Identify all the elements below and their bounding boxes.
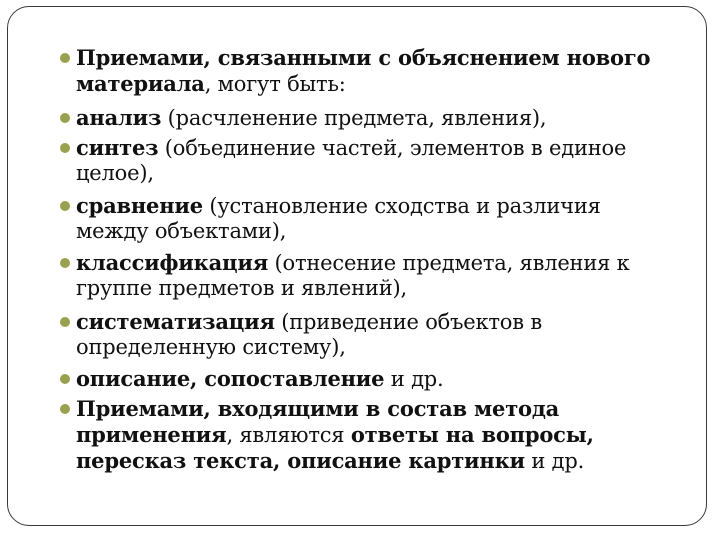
list-item [76, 366, 656, 392]
text-run: группе предметов и явлений), [76, 276, 407, 300]
text-line [76, 105, 656, 131]
text-line [76, 135, 656, 161]
text-run: и др. [384, 367, 444, 391]
list-item-text [76, 135, 656, 186]
bold-text-run: систематизация [76, 309, 275, 334]
text-run: определенную систему), [76, 335, 346, 359]
text-line [76, 335, 656, 360]
list-item-text [76, 105, 656, 131]
list-item [76, 250, 656, 301]
bold-text-run: анализ [76, 105, 162, 130]
text-run: (расчленение предмета, явления), [161, 106, 547, 130]
bullet-dot-icon [60, 113, 70, 123]
text-line [76, 250, 656, 276]
bold-text-run: синтез [76, 135, 159, 160]
text-line [76, 276, 656, 301]
text-run: и др. [524, 449, 585, 473]
text-run: целое), [76, 161, 154, 185]
bold-text-run: описание, сопоставление [76, 366, 385, 391]
bold-text-run: классификация [76, 250, 269, 275]
list-item-text [76, 250, 656, 301]
text-run: , являются [226, 423, 351, 447]
bullet-dot-icon [60, 258, 70, 268]
list-item-text [76, 309, 656, 360]
bold-text-run: Приемами, связанными с объяснением нового [76, 45, 651, 70]
bullet-dot-icon [60, 201, 70, 211]
list-item [76, 135, 656, 186]
list-item [76, 45, 656, 97]
bold-text-run: Приемами, входящими в состав метода [76, 396, 560, 421]
bold-text-run: ответы на вопросы, [350, 422, 594, 447]
list-item [76, 309, 656, 360]
list-item [76, 105, 656, 131]
text-run: (приведение объектов в [274, 310, 542, 334]
bold-text-run: материала [76, 71, 205, 96]
bullet-dot-icon [60, 317, 70, 327]
text-line [76, 422, 656, 448]
text-line [76, 71, 656, 97]
list-item-text [76, 193, 656, 244]
text-line [76, 448, 656, 474]
bold-text-run: применения [76, 422, 227, 447]
text-line [76, 219, 656, 244]
bold-text-run: пересказ текста, описание картинки [76, 448, 525, 473]
bullet-dot-icon [60, 143, 70, 153]
text-run: , могут быть: [204, 72, 346, 96]
text-run: (отнесение предмета, явления к [268, 251, 630, 275]
bold-text-run: сравнение [76, 193, 203, 218]
bullet-dot-icon [60, 53, 70, 63]
text-run: (объединение частей, элементов в единое [158, 136, 627, 160]
text-line [76, 193, 656, 219]
text-line [76, 309, 656, 335]
list-item [76, 396, 656, 474]
text-run: (установление сходства и различия [202, 194, 601, 218]
bullet-dot-icon [60, 374, 70, 384]
list-item [76, 193, 656, 244]
text-line [76, 161, 656, 186]
text-line [76, 45, 656, 71]
list-item-text [76, 45, 656, 97]
text-line [76, 396, 656, 422]
text-line [76, 366, 656, 392]
list-item-text [76, 366, 656, 392]
text-run: между объектами), [76, 219, 287, 243]
bullet-dot-icon [60, 404, 70, 414]
list-item-text [76, 396, 656, 474]
